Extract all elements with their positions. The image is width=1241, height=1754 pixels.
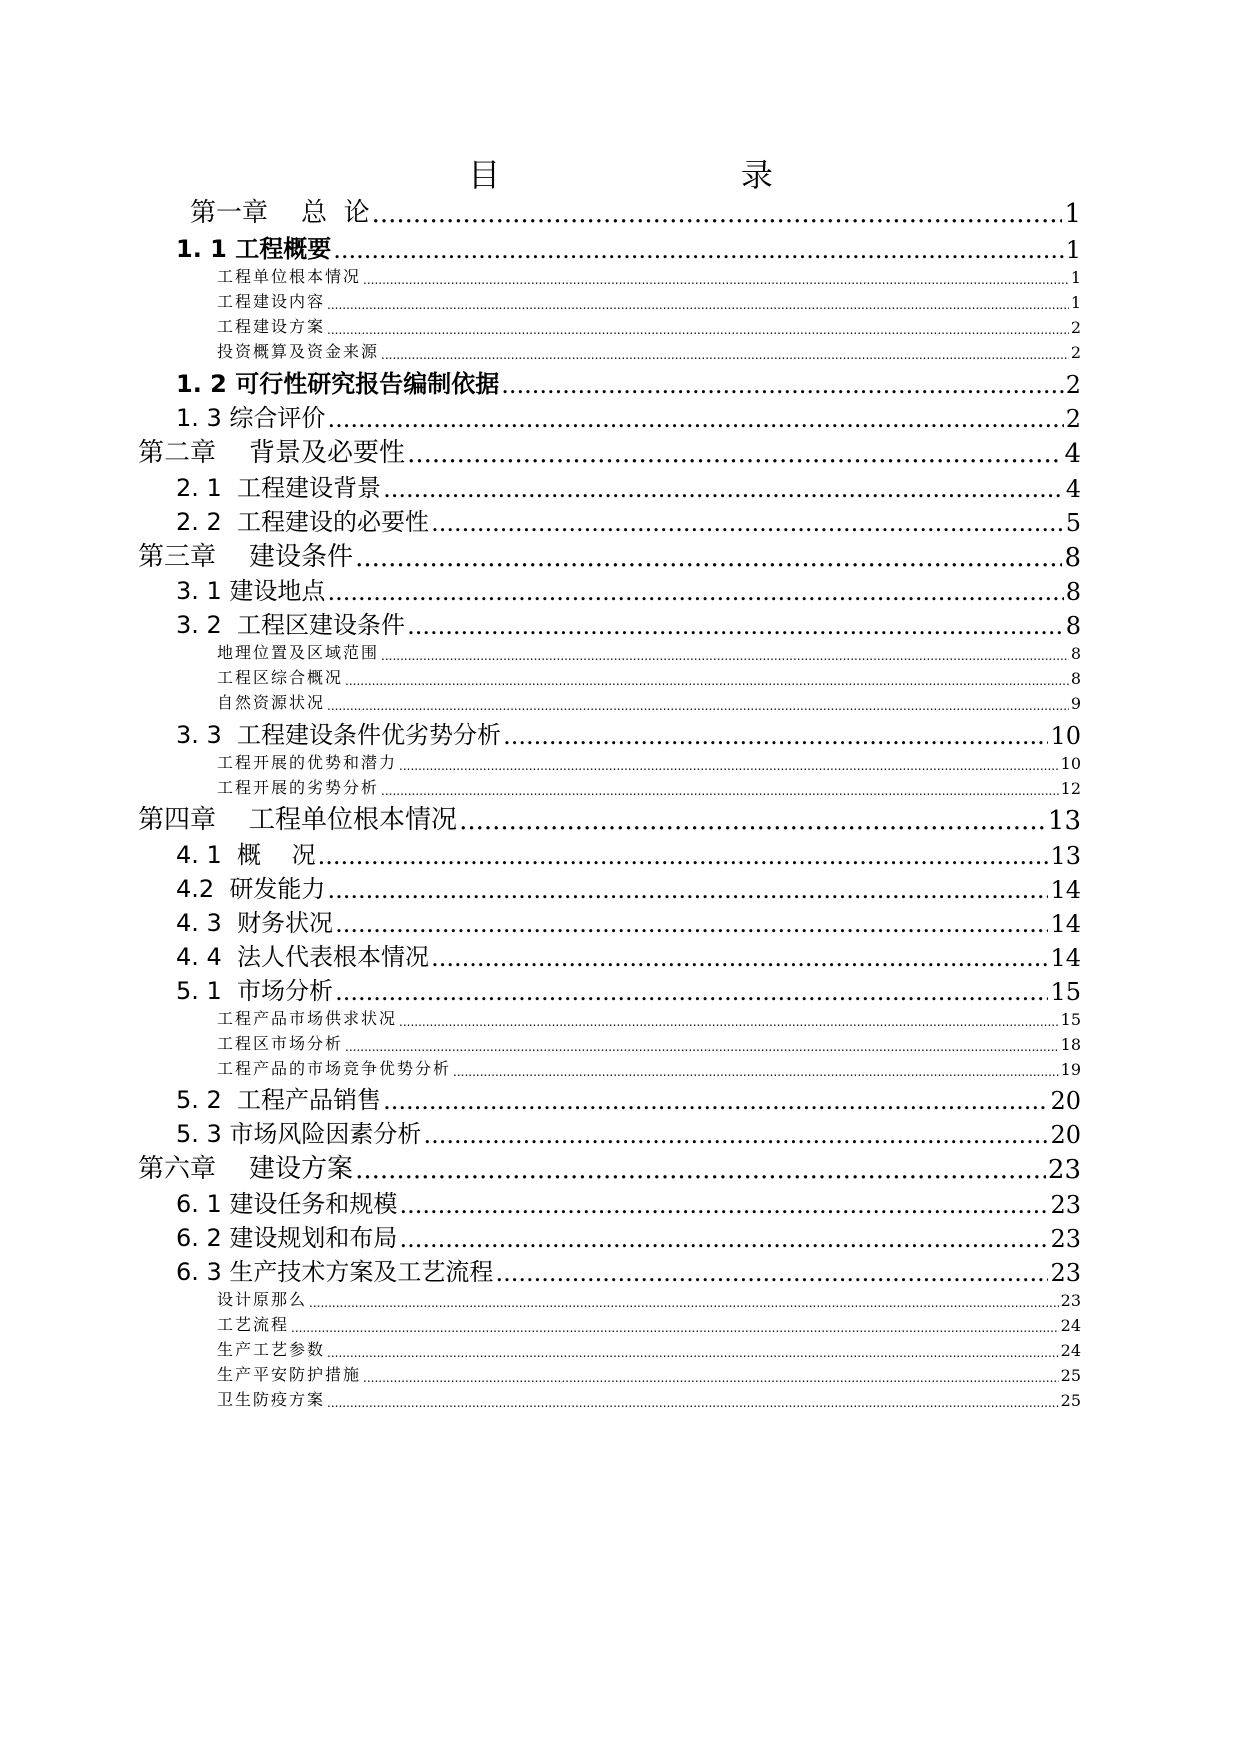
toc-entry-page: 23 (1047, 1155, 1081, 1185)
dot-leader (327, 1346, 1059, 1360)
toc-entry-label: 5. 1 市场分析 (176, 977, 334, 1005)
toc-entry-page: 2 (1065, 371, 1081, 399)
toc-entry-label: 5. 2 工程产品销售 (176, 1086, 382, 1114)
toc-entry-label: 4.2 研发能力 (176, 875, 326, 903)
toc-entry-subsection[interactable] (217, 1387, 1081, 1410)
toc-entry-label: 第二章 背景及必要性 (138, 438, 406, 468)
toc-entry-subsection[interactable] (217, 339, 1081, 362)
toc-entry-page: 13 (1047, 806, 1081, 836)
toc-entry-page: 2 (1070, 318, 1081, 337)
toc-entry-chapter-2[interactable] (138, 432, 1081, 469)
toc-entry-subsection[interactable] (217, 665, 1081, 688)
dot-leader (423, 1121, 1048, 1149)
dot-leader (399, 1015, 1059, 1029)
toc-entry-section[interactable] (176, 571, 1081, 606)
dot-leader (407, 439, 1062, 469)
toc-entry-page: 4 (1065, 475, 1081, 503)
toc-entry-page: 25 (1060, 1366, 1081, 1385)
toc-entry-label: 5. 3 市场风险因素分析 (176, 1120, 422, 1148)
toc-entry-section[interactable] (176, 971, 1081, 1006)
dot-leader (327, 405, 1063, 433)
toc-entry-subsection[interactable] (217, 690, 1081, 713)
dot-leader (291, 1321, 1059, 1335)
dot-leader (333, 236, 1063, 264)
dot-leader (363, 273, 1069, 287)
toc-entry-label: 第四章 工程单位根本情况 (138, 805, 458, 835)
toc-entry-label: 第六章 建设方案 (138, 1154, 354, 1184)
dot-leader (355, 543, 1062, 573)
toc-entry-page: 20 (1050, 1087, 1081, 1115)
toc-entry-page: 24 (1060, 1341, 1081, 1360)
toc-entry-label: 第一章 总 论 (190, 198, 370, 228)
dot-leader (381, 649, 1069, 663)
toc-entry-page: 14 (1050, 944, 1081, 972)
toc-entry-page: 19 (1060, 1060, 1081, 1079)
toc-entry-page: 14 (1050, 910, 1081, 938)
toc-entry-page: 15 (1060, 1010, 1081, 1029)
toc-entry-section[interactable] (176, 605, 1081, 640)
toc-entry-label: 卫生防疫方案 (217, 1390, 326, 1409)
toc-entry-section[interactable] (176, 502, 1081, 537)
toc-entry-page: 8 (1070, 669, 1081, 688)
toc-entry-page: 10 (1060, 754, 1081, 773)
dot-leader (381, 348, 1069, 362)
toc-entry-page: 13 (1050, 842, 1081, 870)
toc-entry-section[interactable] (176, 937, 1081, 972)
toc-entry-section[interactable] (176, 229, 1081, 264)
toc-entry-section[interactable] (176, 903, 1081, 938)
dot-leader (327, 699, 1069, 713)
toc-entry-page: 12 (1060, 779, 1081, 798)
toc-entry-page: 10 (1050, 722, 1081, 750)
toc-entry-label: 设计原那么 (217, 1290, 308, 1309)
dot-leader (459, 806, 1046, 836)
toc-entry-page: 1 (1065, 236, 1081, 264)
dot-leader (383, 1087, 1048, 1115)
toc-entry-label: 工程产品的市场竞争优势分析 (217, 1059, 452, 1078)
toc-entry-label: 1. 1 工程概要 (176, 235, 332, 263)
toc-entry-page: 23 (1060, 1291, 1081, 1310)
toc-entry-subsection[interactable] (217, 750, 1081, 773)
dot-leader (327, 578, 1063, 606)
toc-entry-page: 1 (1070, 293, 1081, 312)
toc-entry-label: 地理位置及区域范围 (217, 643, 380, 662)
toc-entry-label: 生产平安防护措施 (217, 1365, 362, 1384)
dot-leader (363, 1371, 1059, 1385)
toc-entry-subsection[interactable] (217, 1031, 1081, 1054)
dot-leader (399, 1225, 1048, 1253)
toc-entry-subsection[interactable] (217, 1287, 1081, 1310)
toc-entry-subsection[interactable] (217, 264, 1081, 287)
toc-entry-section[interactable] (176, 468, 1081, 503)
toc-entry-label: 工程区市场分析 (217, 1034, 344, 1053)
toc-entry-subsection[interactable] (217, 1337, 1081, 1360)
dot-leader (381, 784, 1059, 798)
dot-leader (318, 842, 1049, 870)
dot-leader (327, 876, 1048, 904)
toc-entry-section[interactable] (176, 398, 1081, 433)
toc-entry-page: 2 (1070, 343, 1081, 362)
toc-entry-label: 3. 3 工程建设条件优劣势分析 (176, 721, 502, 749)
dot-leader (399, 759, 1059, 773)
dot-leader (327, 1396, 1059, 1410)
toc-entry-page: 20 (1050, 1121, 1081, 1149)
toc-entry-label: 4. 1 概 况 (176, 841, 316, 869)
toc-entry-label: 工程区综合概况 (217, 668, 344, 687)
dot-leader (501, 371, 1063, 399)
toc-entry-section[interactable] (176, 1184, 1081, 1219)
dot-leader (431, 509, 1064, 537)
toc-entry-label: 4. 4 法人代表根本情况 (176, 943, 430, 971)
toc-entry-page: 14 (1050, 876, 1081, 904)
toc-entry-subsection[interactable] (217, 775, 1081, 798)
toc-entry-page: 23 (1050, 1191, 1081, 1219)
toc-entry-section[interactable] (176, 835, 1081, 870)
toc-entry-page: 25 (1060, 1391, 1081, 1410)
toc-entry-label: 自然资源状况 (217, 693, 326, 712)
page-title: 目 录 (468, 156, 813, 194)
toc-entry-subsection[interactable] (217, 1312, 1081, 1335)
dot-leader (453, 1065, 1059, 1079)
toc-entry-label: 工程开展的劣势分析 (217, 778, 380, 797)
toc-entry-subsection[interactable] (217, 640, 1081, 663)
dot-leader (383, 475, 1064, 503)
toc-entry-subsection[interactable] (217, 289, 1081, 312)
dot-leader (327, 323, 1069, 337)
toc-entry-label: 生产工艺参数 (217, 1340, 326, 1359)
dot-leader (372, 199, 1063, 229)
toc-entry-page: 23 (1050, 1259, 1081, 1287)
dot-leader (495, 1259, 1048, 1287)
toc-entry-label: 3. 2 工程区建设条件 (176, 611, 406, 639)
dot-leader (335, 978, 1048, 1006)
toc-entry-section[interactable] (176, 1114, 1081, 1149)
toc-entry-subsection[interactable] (217, 314, 1081, 337)
toc-entry-page: 15 (1050, 978, 1081, 1006)
dot-leader (503, 722, 1048, 750)
toc-entry-page: 8 (1065, 578, 1081, 606)
toc-entry-chapter-4[interactable] (138, 799, 1081, 836)
toc-entry-subsection[interactable] (217, 1056, 1081, 1079)
toc-entry-chapter-3[interactable] (138, 536, 1081, 573)
toc-entry-section[interactable] (176, 364, 1081, 399)
toc-entry-page: 23 (1050, 1225, 1081, 1253)
toc-entry-label: 6. 3 生产技术方案及工艺流程 (176, 1258, 494, 1286)
toc-entry-section[interactable] (176, 869, 1081, 904)
toc-entry-section[interactable] (176, 715, 1081, 750)
toc-entry-label: 4. 3 财务状况 (176, 909, 334, 937)
toc-entry-page: 2 (1065, 405, 1081, 433)
dot-leader (335, 910, 1048, 938)
toc-entry-label: 1. 3 综合评价 (176, 404, 326, 432)
toc-entry-label: 工程开展的优势和潜力 (217, 753, 398, 772)
toc-entry-label: 2. 2 工程建设的必要性 (176, 508, 430, 536)
toc-entry-label: 6. 2 建设规划和布局 (176, 1224, 398, 1252)
toc-entry-page: 8 (1070, 644, 1081, 663)
toc-entry-page: 1 (1070, 268, 1081, 287)
toc-entry-label: 工程产品市场供求状况 (217, 1009, 398, 1028)
dot-leader (407, 612, 1064, 640)
toc-entry-label: 工艺流程 (217, 1315, 290, 1334)
dot-leader (431, 944, 1048, 972)
toc-entry-label: 6. 1 建设任务和规模 (176, 1190, 398, 1218)
toc-entry-section[interactable] (176, 1080, 1081, 1115)
toc-entry-page: 8 (1065, 612, 1081, 640)
toc-entry-section[interactable] (176, 1218, 1081, 1253)
toc-entry-label: 工程建设方案 (217, 317, 326, 336)
dot-leader (327, 298, 1069, 312)
toc-entry-page: 1 (1064, 199, 1081, 229)
toc-entry-label: 2. 1 工程建设背景 (176, 474, 382, 502)
dot-leader (345, 674, 1069, 688)
toc-entry-page: 24 (1060, 1316, 1081, 1335)
dot-leader (309, 1296, 1059, 1310)
toc-entry-subsection[interactable] (217, 1362, 1081, 1385)
dot-leader (355, 1155, 1046, 1185)
toc-entry-label: 第三章 建设条件 (138, 542, 354, 572)
dot-leader (399, 1191, 1048, 1219)
toc-entry-label: 3. 1 建设地点 (176, 577, 326, 605)
toc-entry-chapter-1[interactable] (190, 192, 1081, 229)
toc-entry-label: 工程单位根本情况 (217, 267, 362, 286)
toc-entry-subsection[interactable] (217, 1006, 1081, 1029)
toc-entry-page: 8 (1064, 543, 1081, 573)
toc-entry-chapter-6[interactable] (138, 1148, 1081, 1185)
toc-entry-section[interactable] (176, 1252, 1081, 1287)
toc-entry-label: 投资概算及资金来源 (217, 342, 380, 361)
toc-entry-page: 5 (1065, 509, 1081, 537)
toc-entry-page: 18 (1060, 1035, 1081, 1054)
dot-leader (345, 1040, 1059, 1054)
toc-entry-page: 4 (1064, 439, 1081, 469)
toc-entry-label: 工程建设内容 (217, 292, 326, 311)
toc-entry-label: 1. 2 可行性研究报告编制依据 (176, 370, 500, 398)
toc-entry-page: 9 (1070, 694, 1081, 713)
